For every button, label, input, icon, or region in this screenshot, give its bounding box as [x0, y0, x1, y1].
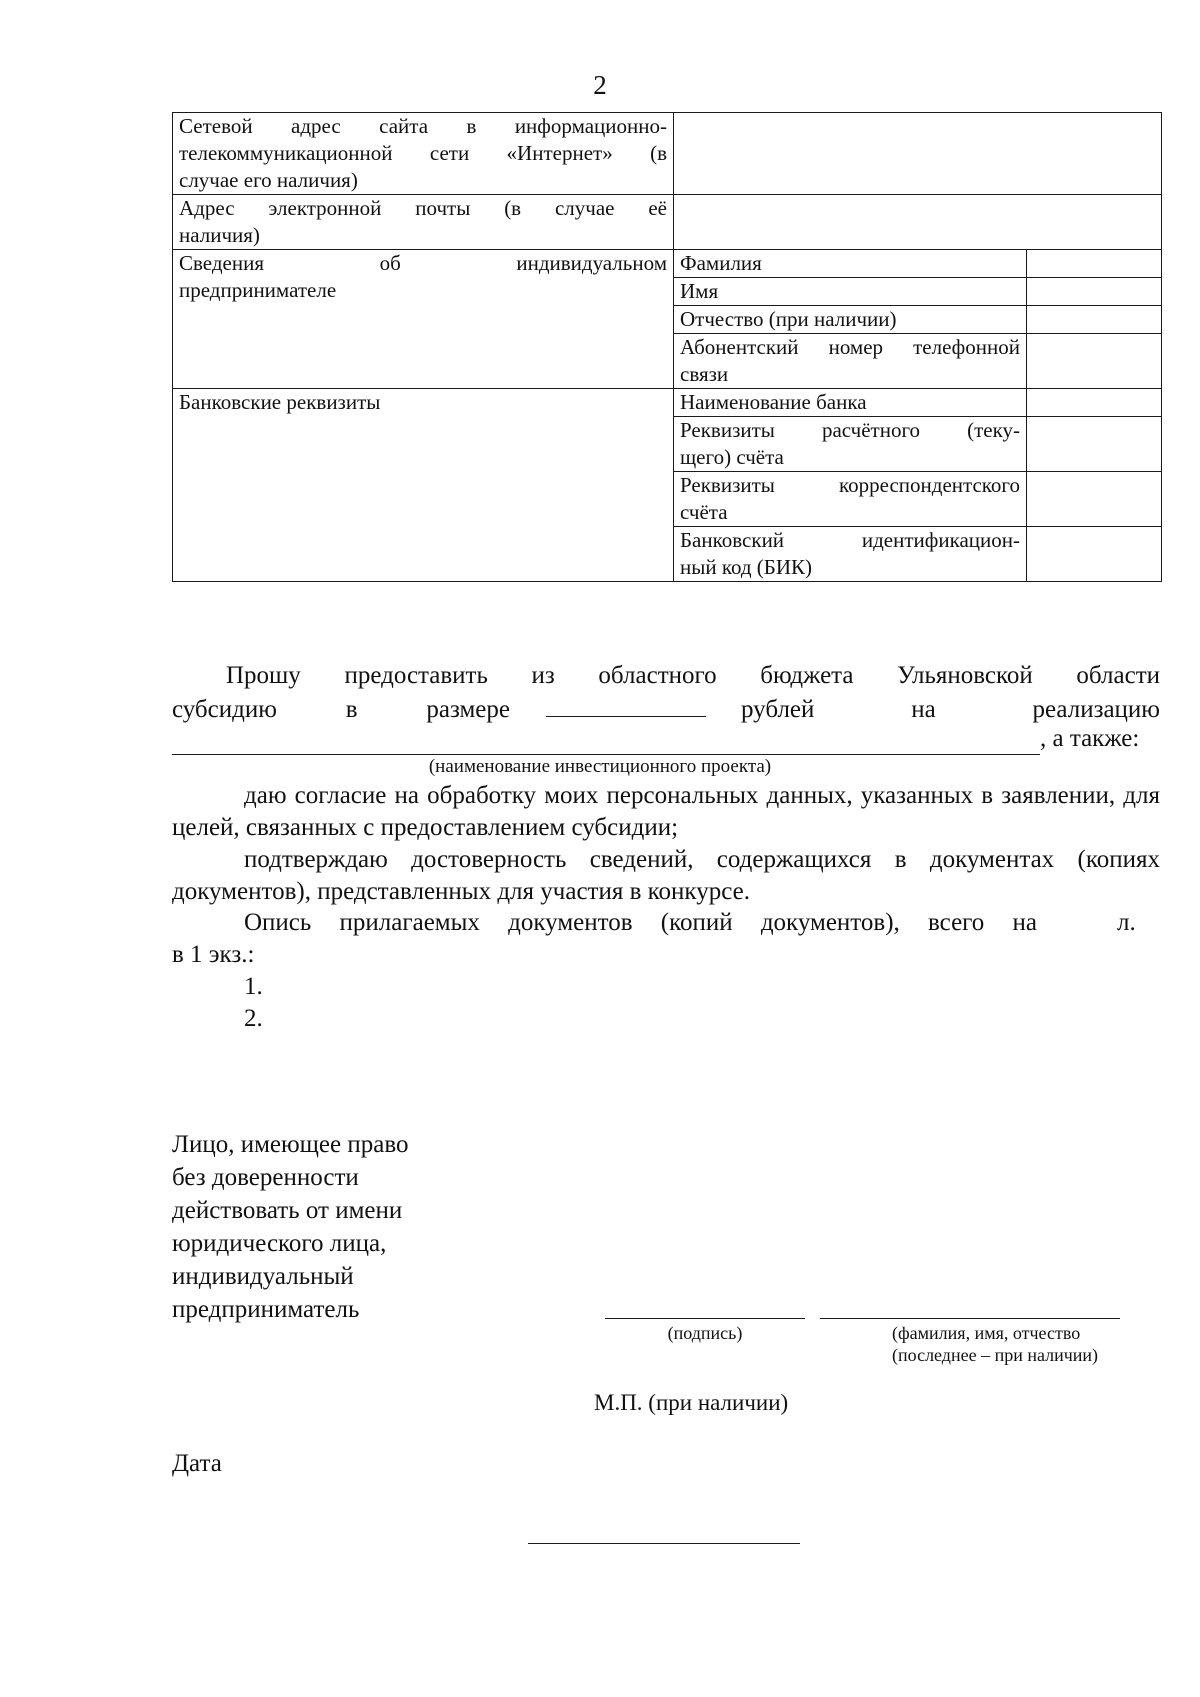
request-line-2-a: [172, 694, 510, 726]
inventory-item: 2.: [244, 1005, 263, 1032]
inventory-item: 1.: [244, 973, 263, 1000]
request-line-3-tail: , а также:: [1040, 725, 1140, 752]
request-line-2: [172, 692, 1160, 726]
request-line-3: [172, 723, 1160, 755]
email-label: Адрес электронной почты (в случае её наличия): [173, 195, 674, 250]
inventory-text: Опись прилагаемых документов (копий документов), всего на: [244, 909, 1037, 936]
subsidy-amount-blank[interactable]: [546, 692, 706, 717]
consent-paragraph: даю согласие на обработку моих персональных данных, указанных в заявлении, для целей, связанных с предоставлением субсидии;: [172, 782, 1160, 841]
request-line-1: Прошу предоставить из областного бюджета Ульяновской области: [226, 662, 1160, 689]
table-row: [173, 113, 1162, 195]
field-label: Имя: [674, 278, 1027, 306]
project-name-blank[interactable]: [172, 724, 1040, 755]
inventory-sheets: л.: [1117, 909, 1136, 936]
inventory-copies: в 1 экз.:: [172, 941, 255, 968]
field-value[interactable]: [1027, 417, 1162, 472]
field-label: Реквизиты расчётного (теку- щего) счёта: [674, 417, 1027, 472]
field-value[interactable]: [1027, 250, 1162, 278]
field-value[interactable]: [1027, 527, 1162, 582]
signatory-description: [172, 1128, 492, 1326]
field-value[interactable]: [1027, 389, 1162, 417]
signatory-line: юридического лица,: [172, 1230, 387, 1257]
table-row: [173, 195, 1162, 250]
field-value[interactable]: [1027, 334, 1162, 389]
word: на: [911, 696, 936, 723]
signatory-line: индивидуальный: [172, 1263, 354, 1290]
date-label: Дата: [172, 1450, 222, 1477]
signature-caption: (подпись): [667, 1323, 743, 1343]
stamp-label: М.П. (при наличии): [594, 1390, 789, 1415]
page-number: 2: [593, 70, 607, 100]
table-row: [173, 389, 1162, 417]
signatory-line: без доверенности: [172, 1164, 359, 1191]
word: рублей: [741, 696, 815, 723]
field-value[interactable]: [1027, 472, 1162, 527]
website-value-cell[interactable]: [674, 113, 1162, 195]
word: в: [345, 696, 358, 723]
field-label: Банковский идентификацион- ный код (БИК): [674, 527, 1027, 582]
word: субсидию: [172, 696, 277, 723]
signatory-line: действовать от имени: [172, 1197, 403, 1224]
field-label: Реквизиты корреспондентского счёта: [674, 472, 1027, 527]
full-name-caption-line: (последнее – при наличии): [892, 1345, 1099, 1365]
table-row: [173, 250, 1162, 278]
full-name-caption-line: (фамилия, имя, отчество: [892, 1323, 1081, 1343]
project-caption: (наименование инвестиционного проекта): [428, 756, 772, 777]
full-name-caption: [892, 1322, 1192, 1366]
word: размере: [426, 696, 510, 723]
entrepreneur-label: Сведения об индивидуальном предпринимателе: [173, 250, 674, 389]
field-label: Отчество (при наличии): [674, 306, 1027, 334]
field-label: Наименование банка: [674, 389, 1027, 417]
date-line[interactable]: [528, 1543, 800, 1544]
request-line-2-b: [741, 694, 1160, 726]
field-label: Абонентский номер телефонной связи: [674, 334, 1027, 389]
email-value-cell[interactable]: [674, 195, 1162, 250]
field-value[interactable]: [1027, 278, 1162, 306]
field-label: Фамилия: [674, 250, 1027, 278]
signatory-line: Лицо, имеющее право: [172, 1131, 409, 1158]
field-value[interactable]: [1027, 306, 1162, 334]
signature-line[interactable]: [605, 1318, 805, 1319]
signatory-line: предприниматель: [172, 1296, 360, 1323]
bank-label: Банковские реквизиты: [173, 389, 674, 582]
full-name-line[interactable]: [820, 1318, 1120, 1319]
inventory-line: [172, 907, 1160, 939]
website-label: Сетевой адрес сайта в информационно- телекоммуникационной сети «Интернет» (в случае его наличия): [173, 113, 674, 195]
word: реализацию: [1032, 696, 1160, 723]
confirm-paragraph: подтверждаю достоверность сведений, содержащихся в документах (копиях документов), представленных для участия в конкурсе.: [172, 846, 1160, 905]
applicant-info-table: [172, 112, 1162, 582]
